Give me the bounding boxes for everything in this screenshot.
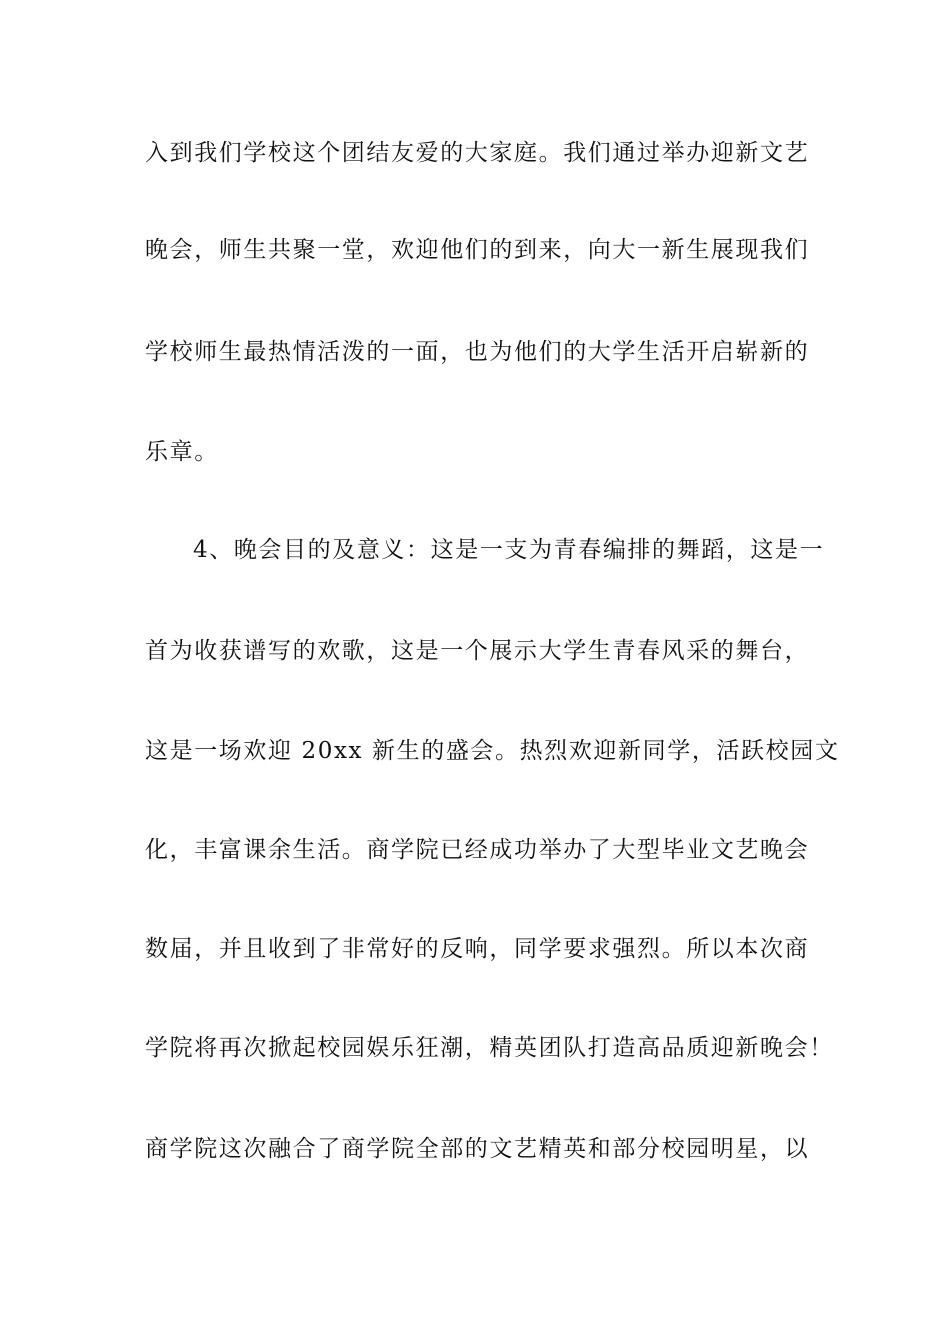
text-line: 学校师生最热情活泼的一面，也为他们的大学生活开启崭新的 [145, 339, 810, 365]
text-line: 4、晚会目的及意义：这是一支为青春编排的舞蹈，这是一 [193, 537, 825, 563]
text-line: 晚会，师生共聚一堂，欢迎他们的到来，向大一新生展现我们 [145, 237, 810, 263]
text-line: 数届，并且收到了非常好的反响，同学要求强烈。所以本次商 [145, 936, 810, 962]
text-line: 商学院这次融合了商学院全部的文艺精英和部分校园明星，以 [145, 1136, 810, 1162]
text-line: 乐章。 [145, 439, 219, 465]
text-line: 化，丰富课余生活。商学院已经成功举办了大型毕业文艺晚会 [145, 837, 810, 863]
text-line: 入到我们学校这个团结友爱的大家庭。我们通过举办迎新文艺 [145, 140, 810, 166]
text-line: 首为收获谱写的欢歌，这是一个展示大学生青春风采的舞台， [145, 638, 810, 664]
text-line: 这是一场欢迎 20xx 新生的盛会。热烈欢迎新同学，活跃校园文 [145, 738, 840, 764]
text-line: 学院将再次掀起校园娱乐狂潮，精英团队打造高品质迎新晚会！ [145, 1035, 834, 1061]
